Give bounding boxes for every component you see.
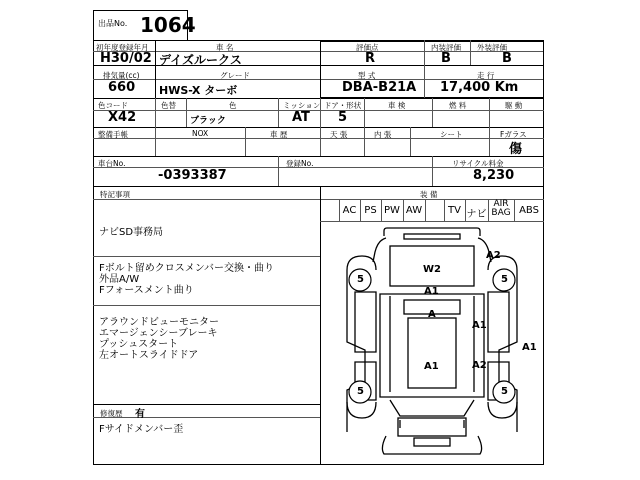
mileage-label: 走 行 (477, 71, 495, 80)
equip-pw: PW (384, 205, 400, 216)
color-value: ブラック (190, 116, 226, 126)
grade-label: グレード (220, 71, 250, 80)
equipment-row (320, 199, 544, 221)
doors-value: 5 (338, 110, 348, 125)
tire-fr-mark: 5 (501, 274, 508, 285)
repair-detail: Fサイドメンバー歪 (99, 424, 184, 435)
grade-score-label: 評価点 (356, 43, 379, 52)
nox-label: NOX (192, 129, 209, 138)
model-code-value: DBA-B21A (342, 80, 417, 95)
rear-mark: A1 (424, 361, 439, 372)
grade-score-value: R (365, 51, 376, 66)
exterior-label: 外装評価 (477, 43, 507, 52)
equip-navi: ナビ (466, 209, 487, 220)
equip-tv: TV (448, 205, 461, 216)
right-door-mark: A1 (472, 320, 487, 331)
model-code-label: 型 式 (358, 71, 376, 80)
fuel-label: 燃 料 (449, 101, 467, 110)
model-name-label: 車 名 (216, 43, 234, 52)
rear-right-mark: A2 (472, 360, 487, 371)
model-name-value: デイズルークス (159, 53, 242, 67)
transmission-label: ミッション (283, 101, 321, 110)
color-code-value: X42 (108, 110, 137, 125)
displacement-value: 660 (108, 80, 136, 95)
history-label: 車 歴 (270, 130, 288, 139)
first-reg-label: 初年度登録年月 (96, 43, 149, 52)
equip-airbag: AIR BAG (491, 199, 511, 218)
note-reinforcement: Fフォースメント曲り (99, 285, 194, 296)
displacement-label: 排気量(cc) (103, 71, 140, 80)
note-around-view: アラウンドビューモニター (99, 317, 219, 328)
seat-label: シート (440, 130, 463, 139)
reg-no-label: 登録No. (286, 159, 314, 168)
interior-fab-label: 内 張 (374, 130, 392, 139)
repair-label: 修復歴 (100, 409, 123, 418)
f-glass-label: Fガラス (500, 130, 527, 139)
right-side-mark: A1 (522, 342, 537, 353)
mileage-value: 17,400 Km (440, 80, 519, 95)
front-bumper-mark: A2 (486, 250, 501, 261)
repair-value: 有 (135, 409, 145, 420)
note-slide-door: 左オートスライドドア (99, 350, 199, 361)
bonnet-mark: A1 (424, 286, 439, 297)
roof-mark: A (428, 309, 436, 320)
note-aftermarket-aw: 外品A/W (99, 274, 140, 285)
transmission-value: AT (292, 110, 310, 125)
inspection-label: 車 検 (388, 101, 406, 110)
equip-ac: AC (342, 205, 357, 216)
recycle-fee-value: 8,230 (473, 168, 515, 183)
f-glass-value: 傷 (509, 142, 523, 157)
drive-label: 駆 動 (505, 101, 523, 110)
windshield-mark: W2 (423, 264, 441, 275)
equip-ps: PS (364, 205, 377, 216)
note-navi-sd: ナビSD事務局 (99, 227, 164, 238)
equip-abs: ABS (519, 205, 539, 216)
equipment-header: 装 備 (420, 190, 438, 199)
vehicle-diagram (320, 222, 544, 465)
lot-number: 1064 (140, 13, 196, 37)
tire-rr-mark: 5 (501, 386, 508, 397)
interior-value: B (441, 51, 451, 66)
equip-aw: AW (405, 205, 423, 216)
color-no-label: 色替 (161, 101, 176, 110)
chassis-no-label: 車台No. (98, 159, 126, 168)
maintenance-label: 整備手帳 (98, 130, 128, 139)
color-label: 色 (229, 101, 237, 110)
exterior-value: B (502, 51, 512, 66)
note-push-start: プッシュスタート (99, 339, 179, 350)
interior-label: 内装評価 (431, 43, 461, 52)
note-emergency-brake: エマージェンシーブレーキ (99, 328, 218, 339)
sunroof-label: 天 張 (330, 130, 348, 139)
grade-value: HWS-X ターボ (159, 84, 238, 97)
recycle-fee-label: リサイクル料金 (452, 159, 504, 168)
lot-label: 出品No. (98, 19, 128, 28)
doors-label: ドア・形状 (324, 101, 362, 110)
first-reg-value: H30/02 (100, 51, 152, 66)
tire-fl-mark: 5 (357, 274, 364, 285)
tire-rl-mark: 5 (357, 386, 364, 397)
note-crossmember: Fボルト留めクロスメンバー交換・曲り (99, 263, 275, 274)
color-code-label: 色コード (98, 101, 128, 110)
notes-header: 特記事項 (100, 190, 130, 199)
chassis-no-value: -0393387 (158, 168, 227, 183)
